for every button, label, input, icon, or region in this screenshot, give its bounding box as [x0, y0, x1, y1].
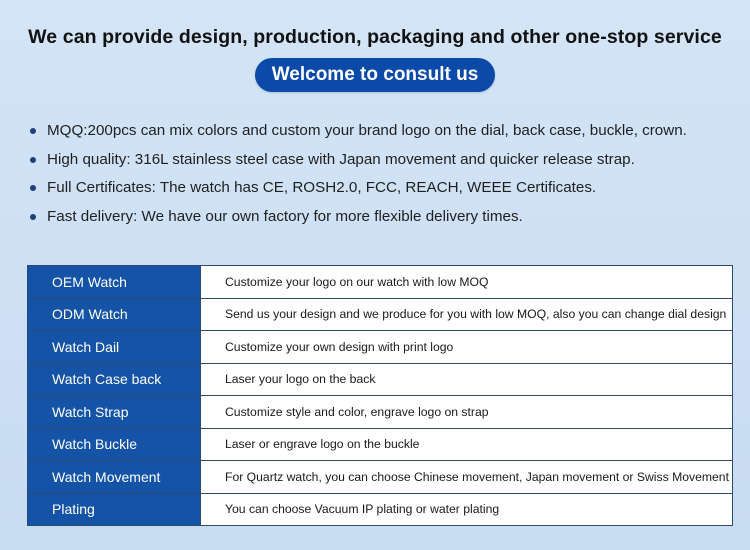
- feature-text: Fast delivery: We have our own factory for more flexible delivery times.: [47, 207, 523, 225]
- service-name: Watch Case back: [28, 363, 201, 396]
- page-headline: We can provide design, production, packaging and other one-stop service: [28, 26, 722, 48]
- service-name: Watch Buckle: [28, 428, 201, 461]
- feature-item: [28, 174, 728, 203]
- feature-item: [28, 146, 728, 175]
- feature-text: Full Certificates: The watch has CE, ROSH2.0, FCC, REACH, WEEE Certificates.: [47, 179, 597, 196]
- service-description: Laser your logo on the back: [201, 363, 733, 396]
- table-row: [28, 363, 733, 396]
- service-description: Customize your logo on our watch with low MOQ: [201, 266, 733, 299]
- feature-item: [28, 203, 728, 232]
- table-row: [28, 461, 733, 494]
- service-name: Watch Dail: [28, 331, 201, 364]
- bullet-icon: [30, 157, 36, 163]
- service-name: Watch Movement: [28, 461, 201, 494]
- service-description: Customize your own design with print logo: [201, 331, 733, 364]
- bullet-icon: [30, 128, 36, 134]
- service-name: ODM Watch: [28, 298, 201, 331]
- table-row: [28, 428, 733, 461]
- bullet-icon: [30, 185, 36, 191]
- services-table: [27, 265, 733, 526]
- table-row: [28, 331, 733, 364]
- table-row: [28, 396, 733, 429]
- table-row: [28, 298, 733, 331]
- service-name: OEM Watch: [28, 266, 201, 299]
- service-description: You can choose Vacuum IP plating or water plating: [201, 493, 733, 526]
- table-row: [28, 266, 733, 299]
- table-row: [28, 493, 733, 526]
- feature-text: MQQ:200pcs can mix colors and custom your brand logo on the dial, back case, buckle, crown.: [47, 122, 687, 139]
- feature-text: High quality: 316L stainless steel case with Japan movement and quicker release strap.: [47, 150, 635, 168]
- service-description: Send us your design and we produce for you with low MOQ, also you can change dial design: [201, 298, 733, 331]
- service-name: Watch Strap: [28, 396, 201, 429]
- service-description: For Quartz watch, you can choose Chinese movement, Japan movement or Swiss Movement: [201, 461, 733, 494]
- service-name: Plating: [28, 493, 201, 526]
- service-description: Customize style and color, engrave logo on strap: [201, 396, 733, 429]
- bullet-icon: [30, 214, 36, 220]
- feature-item: [28, 117, 728, 146]
- service-description: Laser or engrave logo on the buckle: [201, 428, 733, 461]
- feature-list: [28, 117, 728, 231]
- consult-button[interactable]: Welcome to consult us: [255, 58, 495, 92]
